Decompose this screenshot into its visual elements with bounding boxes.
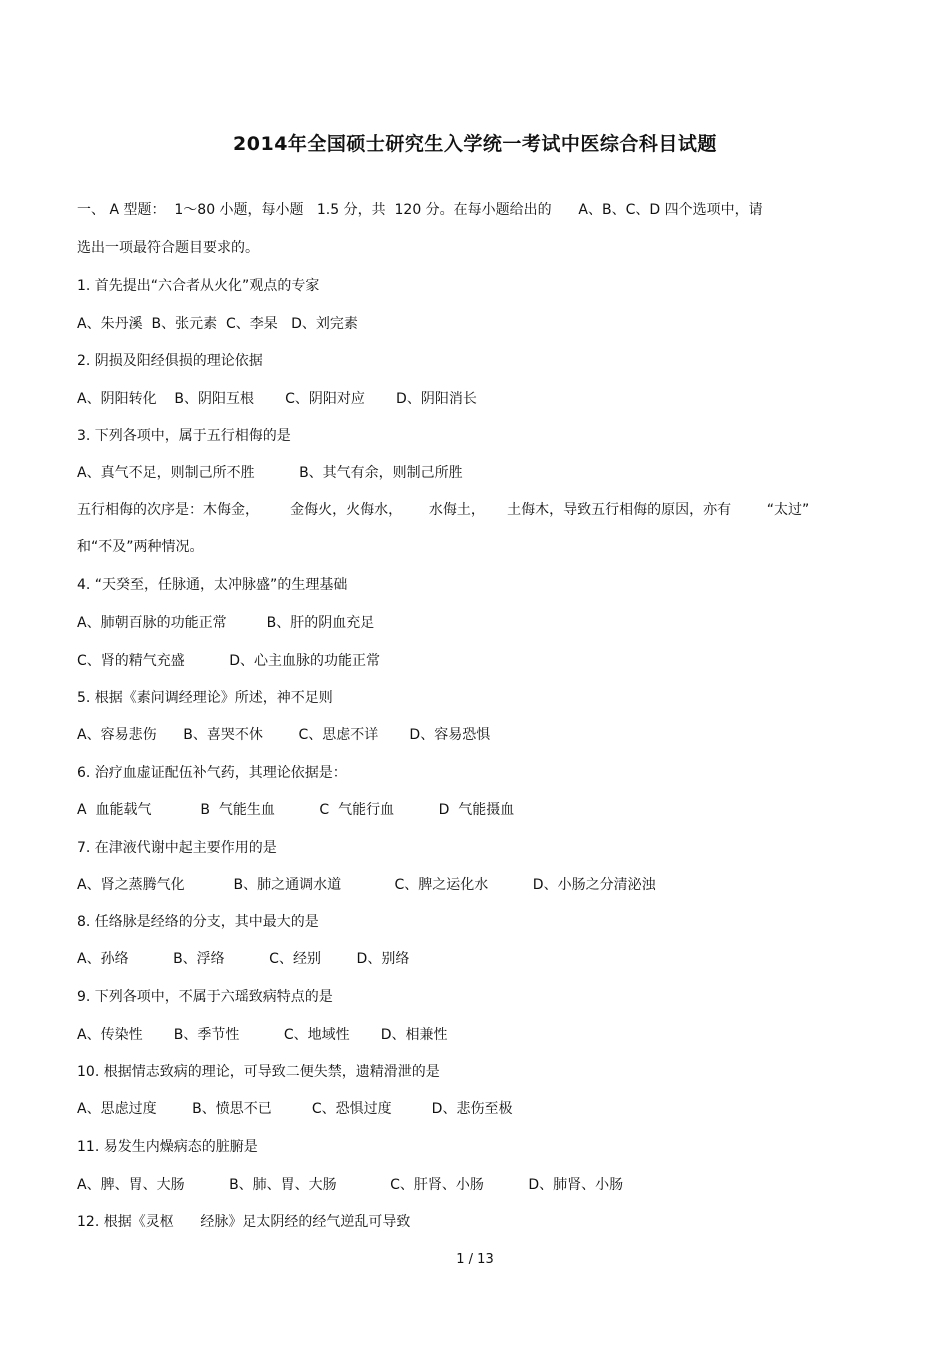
question-6: 6. 治疗血虚证配伍补气药，其理论依据是：: [77, 765, 347, 781]
question-1: 1. 首先提出“六合者从火化”观点的专家: [77, 278, 320, 294]
question-3-note-line-1: 五行相侮的次序是：木侮金， 金侮火，火侮水， 水侮土， 土侮木，导致五行相侮的原因，亦有 “太过”: [77, 502, 810, 518]
question-8: 8. 任络脉是经络的分支，其中最大的是: [77, 914, 319, 930]
question-5-options: A、容易悲伤 B、喜哭不休 C、思虑不详 D、容易恐惧: [77, 727, 491, 743]
question-10: 10. 根据情志致病的理论，可导致二便失禁，遗精滑泄的是: [77, 1064, 440, 1080]
question-5: 5. 根据《素问调经理论》所述，神不足则: [77, 690, 333, 706]
question-7: 7. 在津液代谢中起主要作用的是: [77, 840, 277, 856]
question-3-note-line-2: 和“不及”两种情况。: [77, 539, 204, 555]
question-8-options: A、孙络 B、浮络 C、经别 D、别络: [77, 951, 410, 967]
question-3: 3. 下列各项中，属于五行相侮的是: [77, 428, 291, 444]
page-number: 1 / 13: [456, 1252, 494, 1267]
question-4-options-2: C、肾的精气充盛 D、心主血脉的功能正常: [77, 653, 381, 669]
question-2-options: A、阴阳转化 B、阴阳互根 C、阴阳对应 D、阴阳消长: [77, 391, 477, 407]
question-10-options: A、思虑过度 B、愤思不已 C、恐惧过度 D、悲伤至极: [77, 1101, 513, 1117]
question-1-options: A、朱丹溪 B、张元素 C、李杲 D、刘完素: [77, 316, 358, 332]
instruction-line-1: 一、 A 型题： 1～80 小题，每小题 1.5 分，共 120 分。在每小题给出的 A、B、C、D 四个选项中，请: [77, 202, 763, 218]
instruction-line-2: 选出一项最符合题目要求的。: [77, 240, 259, 256]
question-7-options: A、肾之蒸腾气化 B、肺之通调水道 C、脾之运化水 D、小肠之分清泌浊: [77, 877, 656, 893]
question-11-options: A、脾、胃、大肠 B、肺、胃、大肠 C、肝肾、小肠 D、肺肾、小肠: [77, 1177, 624, 1193]
question-4: 4. “天癸至，任脉通，太冲脉盛”的生理基础: [77, 577, 348, 593]
question-2: 2. 阴损及阳经俱损的理论依据: [77, 353, 263, 369]
document-title: 2014年全国硕士研究生入学统一考试中医综合科目试题: [233, 133, 717, 155]
question-9-options: A、传染性 B、季节性 C、地域性 D、相兼性: [77, 1027, 448, 1043]
question-4-options-1: A、肺朝百脉的功能正常 B、肝的阴血充足: [77, 615, 375, 631]
question-12: 12. 根据《灵枢 经脉》足太阴经的经气逆乱可导致: [77, 1214, 411, 1230]
question-11: 11. 易发生内燥病态的脏腑是: [77, 1139, 258, 1155]
question-9: 9. 下列各项中，不属于六瑶致病特点的是: [77, 989, 333, 1005]
question-3-options: A、真气不足，则制己所不胜 B、其气有余，则制己所胜: [77, 465, 463, 481]
question-6-options: A 血能载气 B 气能生血 C 气能行血 D 气能摄血: [77, 802, 515, 818]
